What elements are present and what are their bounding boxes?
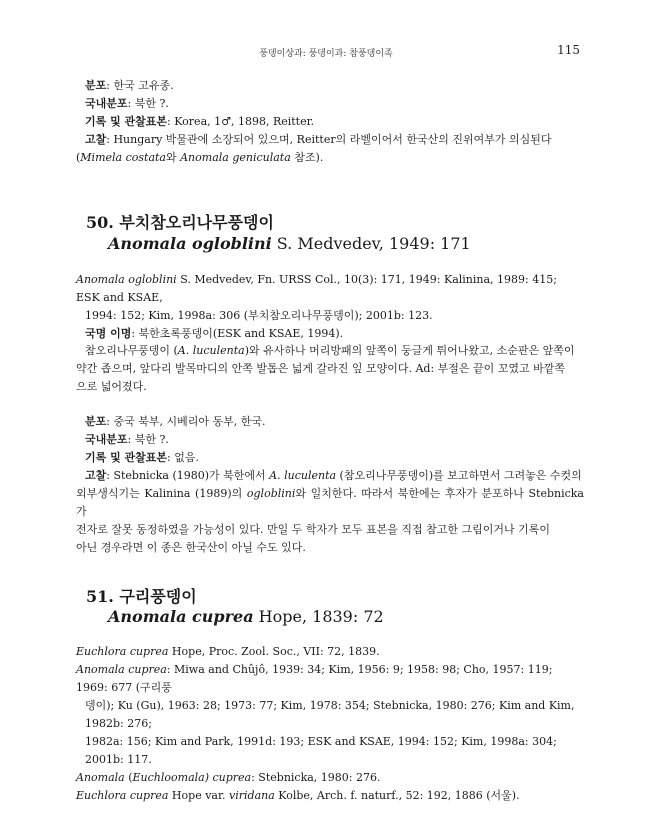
distribution-line [76, 77, 584, 95]
synonymy-line: Anomala ogloblini S. Medvedev, Fn. URSS Col., 10(3): 171, 1949: Kalinina, 1989: 415; ESK and KSAE, [76, 273, 557, 304]
synonymy-line: Euchlora cuprea Hope var. viridana Kolbe, Arch. f. naturf., 52: 192, 1886 (서울). [76, 789, 520, 802]
species-name: Anomala ogloblini [76, 273, 177, 286]
variety-name: viridana [229, 789, 275, 802]
section-50-species-title [108, 233, 471, 255]
korean-name-label: 국명 이명 [85, 327, 132, 340]
remark-label: 고찰 [85, 469, 107, 482]
record-text: : 없음. [167, 451, 199, 464]
section-51-heading: 51. 구리풍뎅이 [86, 587, 197, 606]
species-name: A. luculenta [269, 469, 337, 482]
species-name: Anomala geniculata [180, 151, 291, 164]
synonymy-line: 1994: 152; Kim, 1998a: 306 (부치참오리나무풍뎅이); 2001b: 123. [85, 309, 433, 322]
section-50-scientific-name: Anomala ogloblini [108, 234, 272, 253]
synonymy-line: Euchlora cuprea Hope, Proc. Zool. Soc., VII: 72, 1839. [76, 645, 380, 658]
remark-line: 고찰: Stebnicka (1980)가 북한에서 A. luculenta (참오리나무풍뎅이)를 보고하면서 그려놓은 수컷의 [85, 469, 582, 482]
synonymy-line: Anomala cuprea: Miwa and Chûjô, 1939: 34; Kim, 1956: 9; 1958: 98; Cho, 1957: 119; 1969: 677 (구리풍 [76, 663, 553, 694]
running-title: 풍뎅이상과: 풍뎅이과: 참풍뎅이족 [259, 49, 393, 59]
distribution-text: : 한국 고유종. [106, 79, 174, 92]
domestic-line [76, 431, 584, 449]
section-51-species-title [108, 606, 384, 628]
distribution-line [76, 413, 584, 431]
section-50-synonymy [76, 271, 584, 343]
top-species-block [76, 77, 584, 167]
distribution-text: : 중국 북부, 시베리아 동부, 한국. [106, 415, 266, 428]
section-51-scientific-name: Anomala cuprea [108, 607, 254, 626]
remark-line: 전자로 잘못 동정하였을 가능성이 있다. 만일 두 학자가 모두 표본을 직접 참고한 그림이거나 기록이 [76, 523, 550, 536]
synonymy-line: 뎅이); Ku (Gu), 1963: 28; 1973: 77; Kim, 1978: 354; Stebnicka, 1980: 276; Kim and Kim, 1982b: 276; [85, 699, 575, 730]
description-line: 약간 좁으며, 앞다리 발목마디의 안쪽 발톱은 넓게 갈라진 잎 모양이다. Ad: 부절은 끝이 꼬였고 바깥쪽 [76, 362, 566, 375]
remark-line-2: (Mimela costata와 Anomala geniculata 참조). [76, 151, 324, 164]
section-51-synonymy [76, 643, 584, 805]
species-name: Anomala cuprea [76, 663, 167, 676]
page-header [0, 43, 652, 59]
section-51-author: Hope, 1839: 72 [253, 607, 384, 626]
species-name: Anomala [76, 771, 125, 784]
korean-name-line [76, 325, 584, 343]
record-line [76, 113, 584, 131]
distribution-label: 분포 [85, 415, 107, 428]
domestic-line [76, 95, 584, 113]
species-name: Euchlora cuprea [76, 789, 169, 802]
remark-text: : Hungary 박물관에 소장되어 있으며, Reitter의 라벨이어서 한국산의 진위여부가 의심된다 [106, 133, 552, 146]
description-line: 참오리나무풍뎅이 (A. luculenta)와 유사하나 머리방패의 앞쪽이 둥글게 튀어나왔고, 소순판은 앞쪽이 [85, 344, 575, 357]
synonymy-line: Anomala (Euchloomala) cuprea: Stebnicka, 1980: 276. [76, 771, 381, 784]
domestic-text: : 북한 ?. [127, 97, 169, 110]
species-name: A. luculenta [177, 344, 245, 357]
domestic-label: 국내분포 [85, 433, 128, 446]
subgenus-name: Euchloomala [132, 771, 205, 784]
synonymy-line: 1982a: 156; Kim and Park, 1991d: 193; ESK and KSAE, 1994: 152; Kim, 1998a: 304; 2001b: 117. [85, 735, 557, 766]
page-number: 115 [557, 43, 580, 57]
species-name: Euchlora cuprea [76, 645, 169, 658]
korean-name-text: : 북한초록풍뎅이(ESK and KSAE, 1994). [131, 327, 344, 340]
remark-label: 고찰 [85, 133, 107, 146]
record-label: 기록 및 관찰표본 [85, 115, 168, 128]
record-text: : Korea, 1♂, 1898, Reitter. [167, 115, 315, 128]
section-50-heading: 50. 부치참오리나무풍뎅이 [86, 213, 274, 232]
section-50-distribution [76, 413, 584, 557]
species-name: Mimela costata [80, 151, 166, 164]
remark-line [76, 131, 584, 149]
domestic-text: : 북한 ?. [127, 433, 169, 446]
remark-line: 외부생식기는 Kalinina (1989)의 ogloblini와 일치한다. 따라서 북한에는 후자가 분포하나 Stebnicka가 [76, 487, 584, 518]
domestic-label: 국내분포 [85, 97, 128, 110]
section-50-author: S. Medvedev, 1949: 171 [271, 234, 471, 253]
species-name: ogloblini [246, 487, 296, 500]
record-line [76, 449, 584, 467]
distribution-label: 분포 [85, 79, 107, 92]
section-50-description [76, 342, 584, 396]
record-label: 기록 및 관찰표본 [85, 451, 168, 464]
description-line: 으로 넓어졌다. [76, 380, 147, 393]
remark-line: 아닌 경우라면 이 종은 한국산이 아닐 수도 있다. [76, 541, 306, 554]
